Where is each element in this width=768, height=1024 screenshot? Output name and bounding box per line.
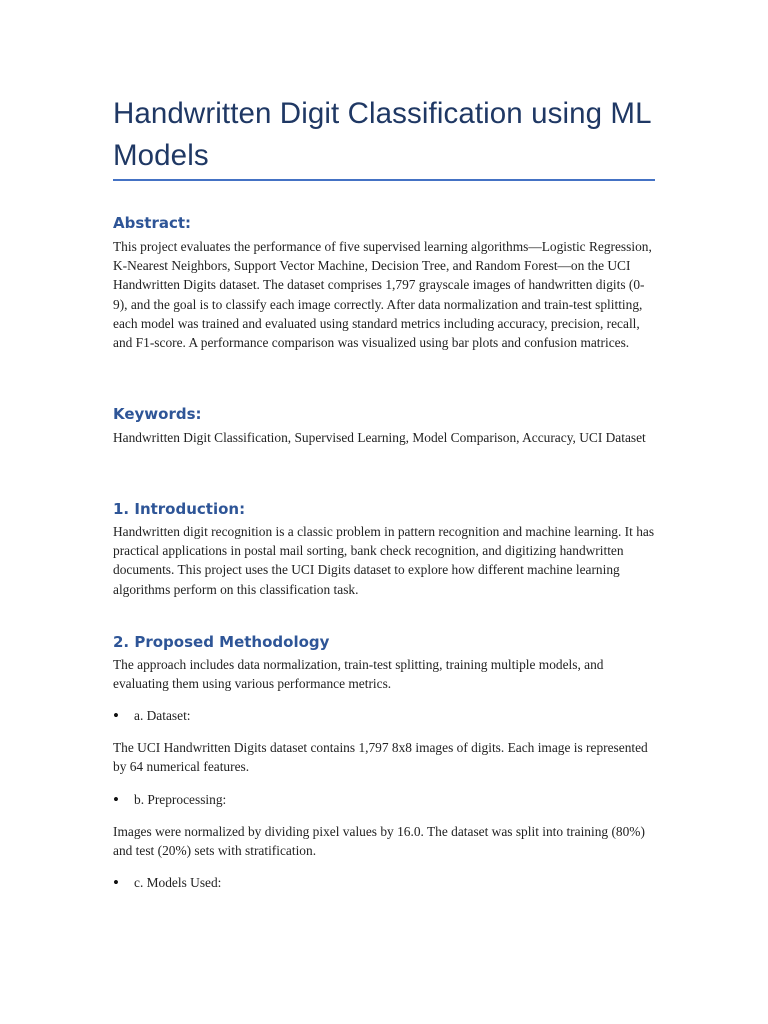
document-title: Handwritten Digit Classification using ML Models — [113, 97, 651, 172]
introduction-text: Handwritten digit recognition is a classic problem in pattern recognition and machine learning. It has practical applications in postal mail sorting, bank check recognition, and digitizing handwritten documents. This project uses the UCI Digits dataset to explore how different machine learning algorithms perform on this classification task. — [113, 524, 655, 597]
bullet-label-models-used: c. Models Used: — [134, 875, 222, 890]
bullet-icon: • — [113, 706, 119, 725]
dataset-text: The UCI Handwritten Digits dataset contains 1,797 8x8 images of digits. Each image is represented by 64 numerical features. — [113, 740, 648, 775]
introduction-heading: 1. Introduction: — [113, 500, 246, 518]
title-divider — [113, 179, 655, 181]
bullet-label-preprocessing: b. Preprocessing: — [134, 792, 227, 807]
keywords-heading: Keywords: — [113, 405, 202, 423]
bullet-label-dataset: a. Dataset: — [134, 708, 191, 723]
preprocessing-text: Images were normalized by dividing pixel values by 16.0. The dataset was split into training (80%) and test (20%) sets with stratification. — [113, 824, 645, 859]
keywords-text: Handwritten Digit Classification, Supervised Learning, Model Comparison, Accuracy, UCI Dataset — [113, 430, 646, 445]
document-page — [113, 0, 658, 1024]
bullet-icon: • — [113, 873, 119, 892]
bullet-icon: • — [113, 790, 119, 809]
methodology-text: The approach includes data normalization, train-test splitting, training multiple models, and evaluating them using various performance metrics. — [113, 657, 604, 692]
abstract-heading: Abstract: — [113, 214, 192, 232]
methodology-heading: 2. Proposed Methodology — [113, 633, 330, 651]
abstract-text: This project evaluates the performance of five supervised learning algorithms—Logistic Regression, K-Nearest Neighbors, Support Vector Machine, Decision Tree, and Random Forest—on the UCI Handwritten Digits dataset. The dataset comprises 1,797 grayscale images of handwritten digits (0-9), and the goal is to classify each image correctly. After data normalization and train-test splitting, each model was trained and evaluated using standard metrics including accuracy, precision, recall, and F1-score. A performance comparison was visualized using bar plots and confusion matrices. — [113, 239, 652, 351]
